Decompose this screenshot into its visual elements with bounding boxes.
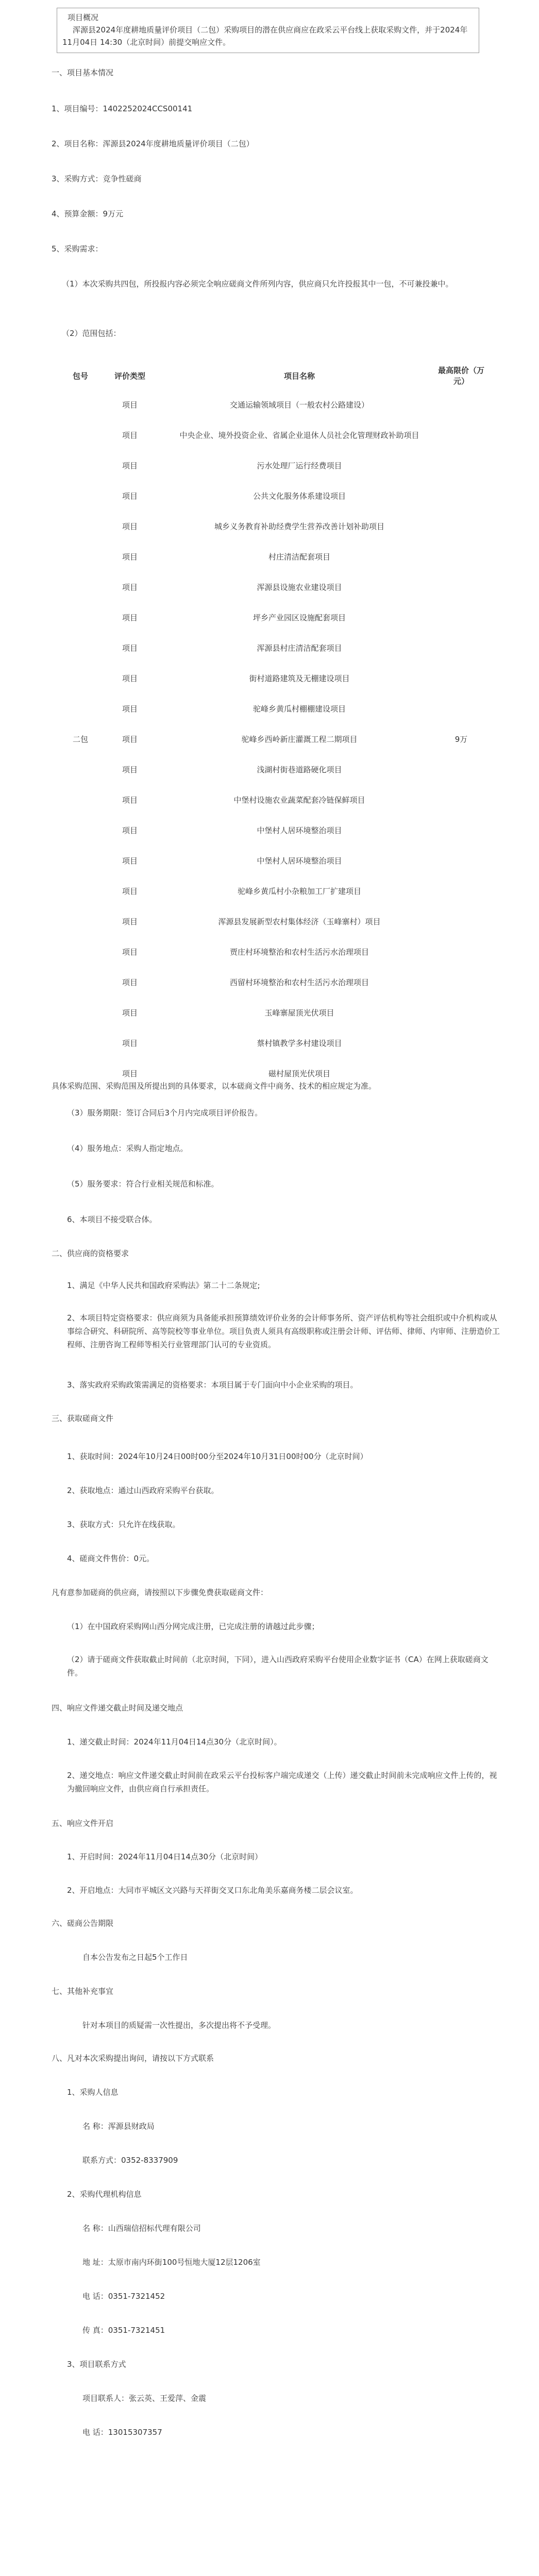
table-row bbox=[62, 724, 484, 754]
table-row bbox=[62, 1028, 484, 1058]
max-price-cell: 9万 bbox=[454, 734, 468, 744]
project-name-cell: 驼峰乡黄瓜村棚棚建设项目 bbox=[252, 704, 346, 714]
agent-address: 地 址：太原市南内环街100号恒地大厦12层1206室 bbox=[82, 2258, 261, 2267]
buyer-heading: 1、采购人信息 bbox=[67, 2088, 119, 2097]
section-3-heading: 三、获取磋商文件 bbox=[52, 1414, 114, 1423]
type-cell: 项目 bbox=[122, 886, 138, 896]
submit-deadline: 1、递交截止时间：2024年11月04日14点30分（北京时间）。 bbox=[67, 1737, 282, 1747]
project-name-cell: 浑源县设施农业建设项目 bbox=[257, 582, 342, 592]
type-cell: 项目 bbox=[122, 1008, 138, 1018]
contact-phone: 电 话：13015307357 bbox=[82, 2428, 162, 2437]
table-row bbox=[62, 876, 484, 906]
need-item-1: （1）本次采购共四包，所投报内容必须完全响应磋商文件所列内容，供应商只允许投报其中一包，不可兼投兼中。 bbox=[62, 279, 453, 289]
obtain-time: 1、获取时间：2024年10月24日00时00分至2024年10月31日00时00分（北京时间） bbox=[67, 1452, 368, 1461]
type-cell: 项目 bbox=[122, 491, 138, 501]
type-cell: 项目 bbox=[122, 825, 138, 835]
table-row bbox=[62, 541, 484, 572]
type-cell: 项目 bbox=[122, 582, 138, 592]
project-summary-box bbox=[57, 8, 479, 53]
project-name-cell: 驼峰乡黄瓜村小杂粮加工厂扩建项目 bbox=[237, 886, 361, 896]
opening-time: 1、开启时间：2024年11月04日14点30分（北京时间） bbox=[67, 1852, 263, 1861]
need-item-2: （2）范围包括： bbox=[62, 329, 121, 338]
section-2-heading: 二、供应商的资格要求 bbox=[52, 1249, 129, 1258]
type-cell: 项目 bbox=[122, 643, 138, 653]
obtain-way: 3、获取方式：只允许在线获取。 bbox=[67, 1520, 180, 1529]
project-name-cell: 中堡村人居环境整治项目 bbox=[257, 856, 342, 866]
table-row bbox=[62, 693, 484, 724]
table-row bbox=[62, 754, 484, 785]
type-cell: 项目 bbox=[122, 673, 138, 683]
table-row bbox=[62, 511, 484, 541]
document-price: 4、磋商文件售价：0元。 bbox=[67, 1554, 155, 1563]
announcement-period: 自本公告发布之日起5个工作日 bbox=[82, 1953, 188, 1962]
project-name-cell: 浑源县发展新型农村集体经济（玉峰寨村）项目 bbox=[218, 917, 381, 926]
header-project-name: 项目名称 bbox=[283, 371, 315, 381]
table-row bbox=[62, 785, 484, 815]
table-row bbox=[62, 602, 484, 633]
section-5-heading: 五、响应文件开启 bbox=[52, 1819, 114, 1828]
project-name-cell: 交通运输领域项目（一般农村公路建设） bbox=[229, 400, 369, 410]
project-name-cell: 浑源县村庄清洁配套项目 bbox=[257, 643, 342, 653]
table-row bbox=[62, 481, 484, 511]
project-name-cell: 中堡村人居环境整治项目 bbox=[257, 825, 342, 835]
header-type: 评价类型 bbox=[114, 371, 145, 381]
type-cell: 项目 bbox=[122, 977, 138, 987]
summary-text: 浑源县2024年度耕地质量评价项目（二包）采购项目的潜在供应商应在政采云平台线上获取采购文件，并于2024年11月04日 14:30（北京时间）前提交响应文件。 bbox=[62, 25, 468, 47]
service-period: （3）服务期限：签订合同后3个月内完成项目评价报告。 bbox=[67, 1108, 263, 1117]
project-name: 2、项目名称：浑源县2024年度耕地质量评价项目（二包） bbox=[52, 139, 254, 148]
type-cell: 项目 bbox=[122, 521, 138, 531]
project-name-cell: 中央企业、境外投资企业、省属企业退休人员社会化管理财政补助项目 bbox=[179, 430, 419, 440]
table-row bbox=[62, 572, 484, 602]
project-name-cell: 坪乡产业园区设施配套项目 bbox=[252, 613, 346, 622]
table-row bbox=[62, 450, 484, 481]
qualification-2: 2、本项目特定资格要求：供应商须为具备能承担预算绩效评价业务的会计师事务所、资产评估机构等社会组织或中介机构或从事综合研究、科研院所、高等院校等事业单位。项目负责人须具有高级职称或注册会计师、评估师、律师、内审师、注册造价工程师、注册咨询工程师等相关行业管理部门认可的专业资质。 bbox=[67, 1313, 500, 1349]
qualification-3: 3、落实政府采购政策需满足的资格要求：本项目属于专门面向中小企业采购的项目。 bbox=[67, 1380, 358, 1389]
project-name-cell: 村庄清洁配套项目 bbox=[268, 552, 330, 562]
obtain-step-2: （2）请于磋商文件获取截止时间前（北京时间，下同），进入山西政府采购平台使用企业数字证书（CA）在网上获取磋商文件。 bbox=[67, 1655, 489, 1677]
table-row bbox=[62, 420, 484, 450]
table-row bbox=[62, 967, 484, 997]
table-row bbox=[62, 906, 484, 937]
budget-amount: 4、预算金额：9万元 bbox=[52, 209, 124, 218]
contact-people: 项目联系人：张云英、王爱萍、金震 bbox=[82, 2394, 207, 2403]
table-row bbox=[62, 663, 484, 693]
type-cell: 项目 bbox=[122, 917, 138, 926]
summary-title: 项目概况 bbox=[68, 13, 99, 22]
project-name-cell: 蔡村镇教学多村建设项目 bbox=[257, 1038, 342, 1048]
agent-heading: 2、采购代理机构信息 bbox=[67, 2190, 142, 2199]
agent-fax: 传 真：0351-7321451 bbox=[82, 2326, 165, 2335]
no-joint-bid: 6、本项目不接受联合体。 bbox=[67, 1215, 157, 1224]
obtain-note: 凡有意参加磋商的供应商，请按照以下步骤免费获取磋商文件： bbox=[52, 1588, 268, 1597]
buyer-name: 名 称：浑源县财政局 bbox=[82, 2122, 155, 2131]
procurement-need: 5、采购需求： bbox=[52, 244, 103, 253]
section-6-heading: 六、磋商公告期限 bbox=[52, 1919, 114, 1928]
type-cell: 项目 bbox=[122, 947, 138, 957]
section-4-heading: 四、响应文件递交截止时间及递交地点 bbox=[52, 1703, 183, 1713]
agent-name: 名 称：山西瑞信招标代理有限公司 bbox=[82, 2224, 201, 2233]
obtain-step-1: （1）在中国政府采购网山西分网完成注册，已完成注册的请越过此步骤； bbox=[67, 1622, 319, 1631]
table-row bbox=[62, 633, 484, 663]
buyer-phone: 联系方式：0352-8337909 bbox=[82, 2156, 178, 2165]
scope-table-header bbox=[62, 362, 484, 389]
project-name-cell: 浅湖村街巷道路硬化项目 bbox=[257, 765, 342, 774]
type-cell: 项目 bbox=[122, 552, 138, 562]
obtain-place: 2、获取地点：通过山西政府采购平台获取。 bbox=[67, 1486, 219, 1495]
type-cell: 项目 bbox=[122, 704, 138, 714]
project-name-cell: 污水处理厂运行经费项目 bbox=[257, 461, 342, 470]
service-place: （4）服务地点：采购人指定地点。 bbox=[67, 1144, 188, 1153]
qualification-1: 1、满足《中华人民共和国政府采购法》第二十二条规定; bbox=[67, 1281, 260, 1290]
section-1-heading: 一、项目基本情况 bbox=[52, 68, 114, 77]
section-8-heading: 八、凡对本次采购提出询问，请按以下方式联系 bbox=[52, 2054, 214, 2063]
type-cell: 项目 bbox=[122, 856, 138, 866]
table-row bbox=[62, 937, 484, 967]
type-cell: 项目 bbox=[122, 734, 138, 744]
project-name-cell: 磁村屋顶光伏项目 bbox=[268, 1069, 330, 1078]
type-cell: 项目 bbox=[122, 430, 138, 440]
service-requirement: （5）服务要求：符合行业相关规范和标准。 bbox=[67, 1179, 219, 1189]
other-matters: 针对本项目的质疑需一次性提出，多次提出将不予受理。 bbox=[82, 2021, 276, 2030]
package-cell: 二包 bbox=[72, 734, 88, 744]
project-name-cell: 公共文化服务体系建设项目 bbox=[252, 491, 346, 501]
project-name-cell: 贾庄村环境整治和农村生活污水治理项目 bbox=[229, 947, 369, 957]
scope-note: 具体采购范围、采购范围及所提出到的具体要求，以本磋商文件中商务、技术的相应规定为准。 bbox=[52, 1081, 377, 1091]
type-cell: 项目 bbox=[122, 1069, 138, 1078]
scope-table bbox=[62, 362, 484, 1089]
project-name-cell: 街村道路建筑及无棚建设项目 bbox=[249, 673, 350, 683]
contact-heading: 3、项目联系方式 bbox=[67, 2360, 126, 2369]
project-number: 1、项目编号：1402252024CCS00141 bbox=[52, 104, 193, 113]
type-cell: 项目 bbox=[122, 400, 138, 410]
type-cell: 项目 bbox=[122, 1038, 138, 1048]
agent-phone: 电 话：0351-7321452 bbox=[82, 2292, 165, 2301]
project-name-cell: 中堡村设施农业蔬菜配套冷链保鲜项目 bbox=[233, 795, 365, 805]
table-row bbox=[62, 997, 484, 1028]
header-package: 包号 bbox=[72, 371, 88, 381]
project-name-cell: 城乡义务教育补助经费学生营养改善计划补助项目 bbox=[214, 521, 384, 531]
project-name-cell: 西留村环境整治和农村生活污水治理项目 bbox=[229, 977, 369, 987]
table-row bbox=[62, 815, 484, 845]
procurement-method: 3、采购方式：竞争性磋商 bbox=[52, 174, 142, 183]
type-cell: 项目 bbox=[122, 461, 138, 470]
submit-place: 2、递交地点：响应文件递交截止时间前在政采云平台投标客户端完成递交（上传）递交截止时间前未完成响应文件上传的，视为撤回响应文件，由供应商自行承担责任。 bbox=[67, 1771, 497, 1793]
type-cell: 项目 bbox=[122, 795, 138, 805]
header-max-price: 最高限价（万元） bbox=[438, 366, 485, 386]
project-name-cell: 玉峰寨屋顶光伏项目 bbox=[264, 1008, 334, 1018]
opening-place: 2、开启地点：大同市平城区文兴路与天祥街交叉口东北角美乐嘉商务楼二层会议室。 bbox=[67, 1886, 358, 1895]
type-cell: 项目 bbox=[122, 613, 138, 622]
type-cell: 项目 bbox=[122, 765, 138, 774]
section-7-heading: 七、其他补充事宜 bbox=[52, 1987, 114, 1996]
project-name-cell: 驼峰乡西岭新庄灌溉工程二期项目 bbox=[241, 734, 358, 744]
table-row bbox=[62, 845, 484, 876]
table-row bbox=[62, 389, 484, 420]
